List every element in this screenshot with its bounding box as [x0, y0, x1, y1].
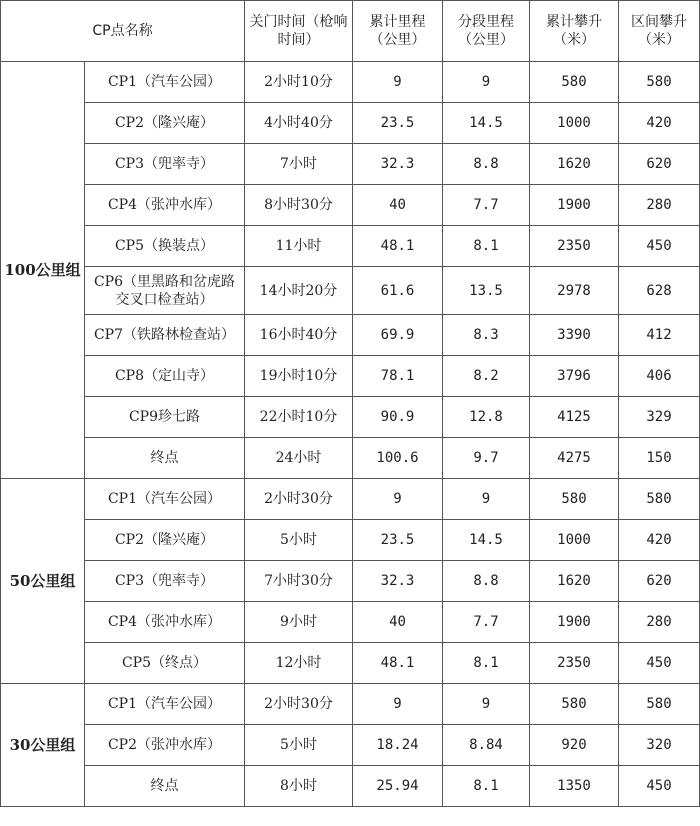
seg-climb-cell: 450 [619, 766, 700, 807]
cp-name-cell: CP2（隆兴庵） [85, 520, 245, 561]
seg-climb-cell: 280 [619, 185, 700, 226]
seg-distance-cell: 8.2 [443, 356, 530, 397]
table-row [1, 144, 700, 185]
cum-climb-cell: 920 [530, 725, 619, 766]
cum-distance-cell: 69.9 [353, 315, 443, 356]
cum-distance-cell: 9 [353, 62, 443, 103]
close-time-cell: 5小时 [245, 725, 353, 766]
cum-climb-cell: 3390 [530, 315, 619, 356]
seg-climb-cell: 628 [619, 267, 700, 315]
table-row [1, 725, 700, 766]
cp-name-cell: CP2（张冲水库） [85, 725, 245, 766]
cum-climb-cell: 1620 [530, 561, 619, 602]
table-row [1, 315, 700, 356]
seg-climb-cell: 420 [619, 103, 700, 144]
cp-name-cell: CP6（里黑路和岔虎路交叉口检查站） [85, 267, 245, 315]
cp-name-cell: CP4（张冲水库） [85, 185, 245, 226]
cum-climb-cell: 2350 [530, 226, 619, 267]
seg-distance-cell: 7.7 [443, 602, 530, 643]
group-label: 30公里组 [1, 684, 85, 807]
close-time-cell: 22小时10分 [245, 397, 353, 438]
cp-name-cell: CP4（张冲水库） [85, 602, 245, 643]
header-seg-climb: 区间攀升（米） [619, 1, 700, 62]
cum-distance-cell: 48.1 [353, 643, 443, 684]
cum-distance-cell: 40 [353, 602, 443, 643]
seg-distance-cell: 9 [443, 62, 530, 103]
seg-climb-cell: 620 [619, 561, 700, 602]
cum-climb-cell: 580 [530, 684, 619, 725]
seg-climb-cell: 329 [619, 397, 700, 438]
close-time-cell: 2小时30分 [245, 684, 353, 725]
cum-distance-cell: 40 [353, 185, 443, 226]
table-body [1, 62, 700, 807]
seg-distance-cell: 14.5 [443, 103, 530, 144]
cum-climb-cell: 4125 [530, 397, 619, 438]
table-row [1, 226, 700, 267]
cum-distance-cell: 78.1 [353, 356, 443, 397]
cp-name-cell: CP5（换装点） [85, 226, 245, 267]
cp-name-cell: CP9珍七路 [85, 397, 245, 438]
seg-distance-cell: 8.3 [443, 315, 530, 356]
seg-distance-cell: 9.7 [443, 438, 530, 479]
header-cum-climb: 累计攀升（米） [530, 1, 619, 62]
cum-climb-cell: 3796 [530, 356, 619, 397]
header-cp-name: CP点名称 [1, 1, 245, 62]
seg-climb-cell: 580 [619, 479, 700, 520]
cum-climb-cell: 4275 [530, 438, 619, 479]
table-row [1, 684, 700, 725]
seg-climb-cell: 320 [619, 725, 700, 766]
table-row [1, 397, 700, 438]
cum-climb-cell: 1000 [530, 103, 619, 144]
table-row [1, 103, 700, 144]
cp-name-cell: CP1（汽车公园） [85, 479, 245, 520]
cum-distance-cell: 25.94 [353, 766, 443, 807]
cum-distance-cell: 9 [353, 684, 443, 725]
cum-climb-cell: 1000 [530, 520, 619, 561]
table-row [1, 643, 700, 684]
table-row [1, 267, 700, 315]
cum-distance-cell: 32.3 [353, 144, 443, 185]
seg-distance-cell: 14.5 [443, 520, 530, 561]
seg-distance-cell: 8.1 [443, 766, 530, 807]
close-time-cell: 16小时40分 [245, 315, 353, 356]
cp-name-cell: CP7（铁路林检查站） [85, 315, 245, 356]
seg-distance-cell: 8.8 [443, 144, 530, 185]
group-label: 50公里组 [1, 479, 85, 684]
seg-climb-cell: 450 [619, 643, 700, 684]
cum-distance-cell: 23.5 [353, 103, 443, 144]
header-cum-distance: 累计里程（公里） [353, 1, 443, 62]
cum-climb-cell: 1620 [530, 144, 619, 185]
table-row [1, 438, 700, 479]
cum-distance-cell: 32.3 [353, 561, 443, 602]
cum-distance-cell: 100.6 [353, 438, 443, 479]
cp-name-cell: 终点 [85, 438, 245, 479]
cum-distance-cell: 61.6 [353, 267, 443, 315]
table-header-row [1, 1, 700, 62]
seg-distance-cell: 8.8 [443, 561, 530, 602]
seg-climb-cell: 150 [619, 438, 700, 479]
seg-climb-cell: 620 [619, 144, 700, 185]
close-time-cell: 8小时 [245, 766, 353, 807]
cum-climb-cell: 1900 [530, 602, 619, 643]
cp-name-cell: CP3（兜率寺） [85, 144, 245, 185]
seg-climb-cell: 412 [619, 315, 700, 356]
cum-climb-cell: 580 [530, 62, 619, 103]
cp-name-cell: CP1（汽车公园） [85, 62, 245, 103]
group-label: 100公里组 [1, 62, 85, 479]
table-row [1, 766, 700, 807]
table-row [1, 561, 700, 602]
cum-climb-cell: 1350 [530, 766, 619, 807]
table-row [1, 602, 700, 643]
seg-distance-cell: 12.8 [443, 397, 530, 438]
cp-name-cell: CP3（兜率寺） [85, 561, 245, 602]
header-seg-distance: 分段里程（公里） [443, 1, 530, 62]
close-time-cell: 14小时20分 [245, 267, 353, 315]
close-time-cell: 5小时 [245, 520, 353, 561]
close-time-cell: 19小时10分 [245, 356, 353, 397]
close-time-cell: 2小时10分 [245, 62, 353, 103]
cum-climb-cell: 1900 [530, 185, 619, 226]
close-time-cell: 7小时 [245, 144, 353, 185]
close-time-cell: 9小时 [245, 602, 353, 643]
cum-climb-cell: 2978 [530, 267, 619, 315]
table-row [1, 356, 700, 397]
table-row [1, 185, 700, 226]
close-time-cell: 2小时30分 [245, 479, 353, 520]
cum-distance-cell: 18.24 [353, 725, 443, 766]
seg-climb-cell: 580 [619, 684, 700, 725]
cp-name-cell: CP8（定山寺） [85, 356, 245, 397]
seg-distance-cell: 8.84 [443, 725, 530, 766]
close-time-cell: 24小时 [245, 438, 353, 479]
seg-climb-cell: 280 [619, 602, 700, 643]
cp-name-cell: CP1（汽车公园） [85, 684, 245, 725]
table-row [1, 520, 700, 561]
table-row [1, 479, 700, 520]
cum-distance-cell: 48.1 [353, 226, 443, 267]
seg-distance-cell: 13.5 [443, 267, 530, 315]
seg-climb-cell: 406 [619, 356, 700, 397]
header-close-time: 关门时间（枪响时间） [245, 1, 353, 62]
seg-distance-cell: 9 [443, 479, 530, 520]
seg-climb-cell: 420 [619, 520, 700, 561]
close-time-cell: 11小时 [245, 226, 353, 267]
close-time-cell: 12小时 [245, 643, 353, 684]
table-row [1, 62, 700, 103]
seg-distance-cell: 9 [443, 684, 530, 725]
cum-distance-cell: 23.5 [353, 520, 443, 561]
cum-distance-cell: 90.9 [353, 397, 443, 438]
cum-climb-cell: 580 [530, 479, 619, 520]
cp-name-cell: 终点 [85, 766, 245, 807]
close-time-cell: 4小时40分 [245, 103, 353, 144]
seg-climb-cell: 580 [619, 62, 700, 103]
cum-climb-cell: 2350 [530, 643, 619, 684]
cp-name-cell: CP5（终点） [85, 643, 245, 684]
seg-distance-cell: 7.7 [443, 185, 530, 226]
close-time-cell: 7小时30分 [245, 561, 353, 602]
cum-distance-cell: 9 [353, 479, 443, 520]
close-time-cell: 8小时30分 [245, 185, 353, 226]
seg-climb-cell: 450 [619, 226, 700, 267]
seg-distance-cell: 8.1 [443, 643, 530, 684]
seg-distance-cell: 8.1 [443, 226, 530, 267]
cp-name-cell: CP2（隆兴庵） [85, 103, 245, 144]
